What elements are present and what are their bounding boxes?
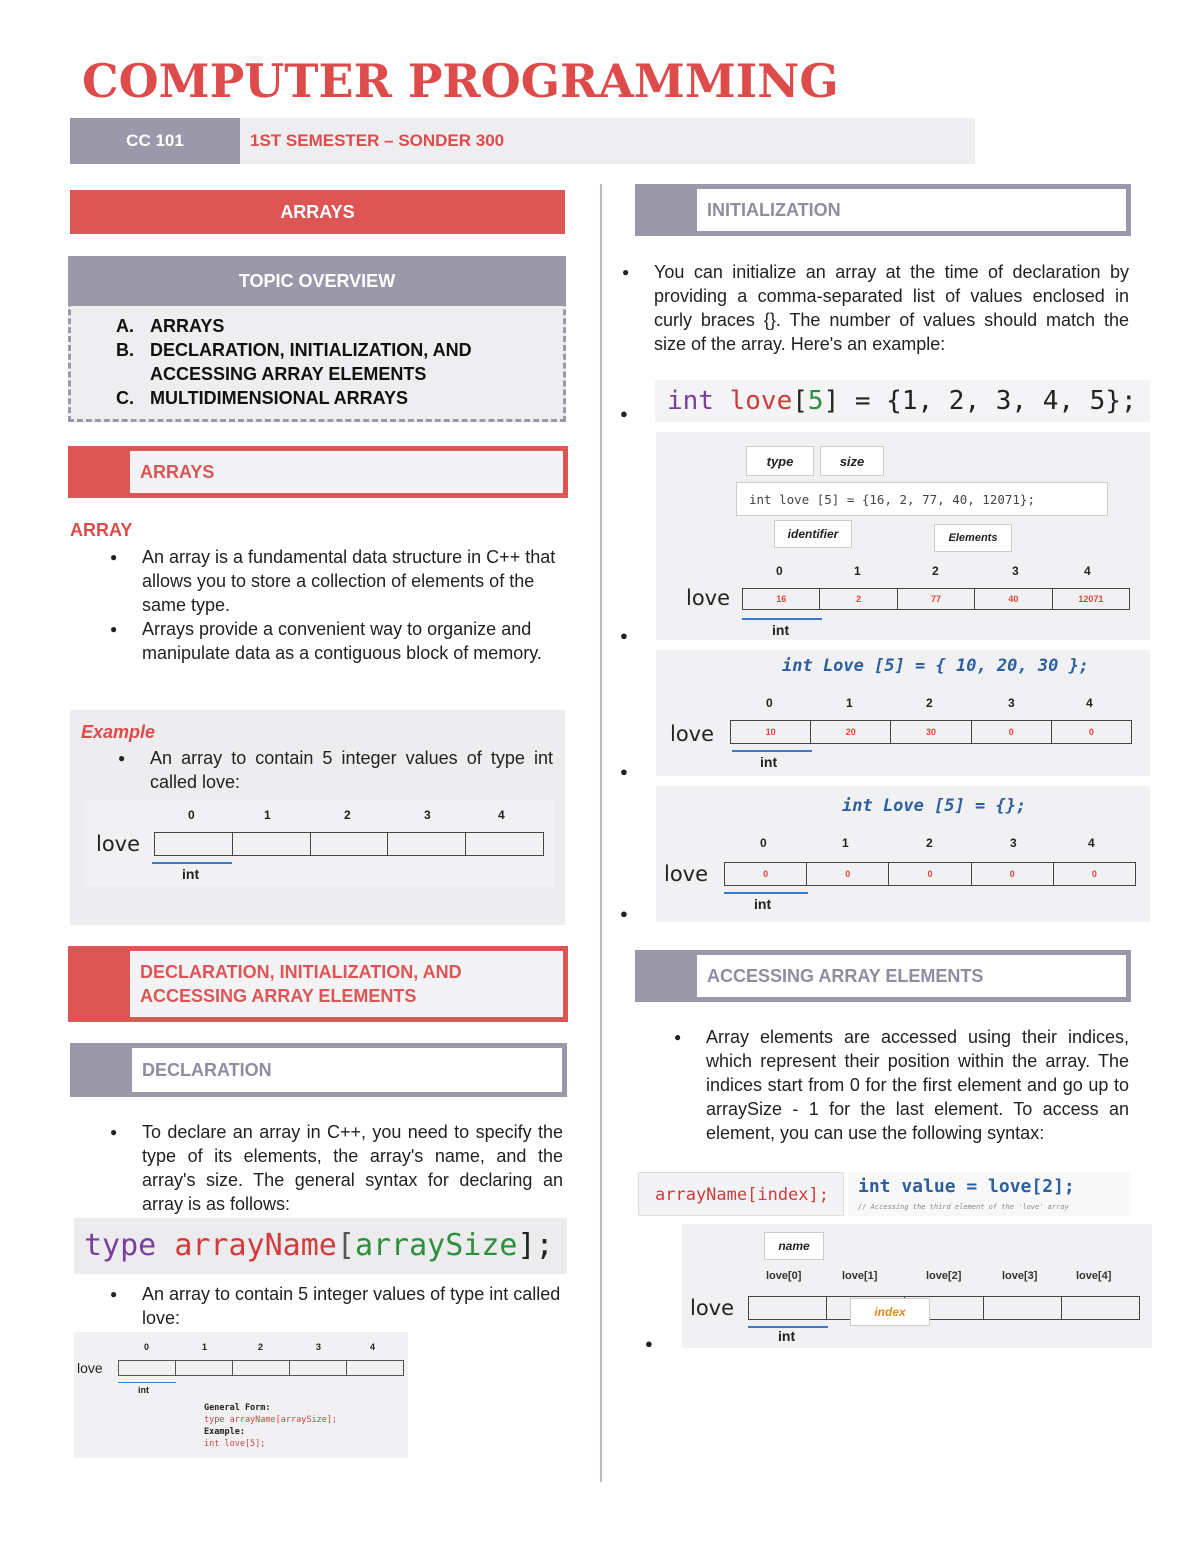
array-bullets xyxy=(108,545,563,665)
array-cells xyxy=(118,1360,404,1376)
type-callout: type xyxy=(746,446,814,476)
array-name-label: love xyxy=(686,586,731,610)
array-name-label: love xyxy=(690,1296,735,1320)
bullet-item: ● An array is a fundamental data structure in C++ that allows you to store a collection of elements of the same type. xyxy=(108,545,563,617)
array-name-label: love xyxy=(77,1360,103,1376)
index-label: 3 xyxy=(424,808,431,822)
fig1-code: int love [5] = {16, 2, 77, 40, 12071}; xyxy=(736,482,1108,516)
index-label: 4 xyxy=(498,808,505,822)
int-span-line xyxy=(732,750,812,752)
declaration-section-header: DECLARATION, INITIALIZATION, AND ACCESSING ARRAY ELEMENTS xyxy=(68,946,568,1022)
accessing-text: ● Array elements are accessed using their indices, which represent their position within the array. The indices start from 0 for the first element and go up to arraySize - 1 for the last element. To access an element, you can use the following syntax: xyxy=(672,1025,1129,1145)
type-label: int xyxy=(754,896,772,912)
type-label: int xyxy=(138,1385,149,1395)
index-label: 2 xyxy=(932,564,939,578)
overview-item: C. MULTIDIMENSIONAL ARRAYS xyxy=(116,388,409,408)
fig2-code: int Love [5] = { 10, 20, 30 }; xyxy=(782,656,1090,676)
general-form-code: General Form: type arrayName[arraySize]; Example: int love[5]; xyxy=(204,1403,338,1449)
index-label: 0 xyxy=(760,836,767,850)
type-label: int xyxy=(778,1328,796,1344)
array-cells xyxy=(154,832,544,856)
cell-label: love[1] xyxy=(842,1270,878,1282)
bullet-dot: ● xyxy=(620,906,628,921)
index-label: 0 xyxy=(776,564,783,578)
example-bullet: ● An array to contain 5 integer values of type int called love: xyxy=(116,746,553,794)
name-callout: name xyxy=(764,1232,824,1260)
column-divider xyxy=(600,184,602,1482)
identifier-callout: identifier xyxy=(774,520,852,548)
index-label: 4 xyxy=(1088,836,1095,850)
index-label: 1 xyxy=(202,1342,208,1352)
index-label: 4 xyxy=(1084,564,1091,578)
array-name-label: love xyxy=(670,722,715,746)
initialization-header: INITIALIZATION xyxy=(635,184,1131,236)
index-label: 3 xyxy=(316,1342,322,1352)
declaration-syntax: type arrayName[arraySize]; xyxy=(74,1218,567,1274)
topic-overview-list xyxy=(116,314,546,410)
index-label: 0 xyxy=(144,1342,150,1352)
course-semester: 1ST SEMESTER – SONDER 300 xyxy=(250,131,505,150)
array-label: ARRAY xyxy=(70,520,133,540)
array-name-label: love xyxy=(664,862,709,886)
bullet-dot: ● xyxy=(620,764,628,779)
initialization-code: int love[5] = {1, 2, 3, 4, 5}; xyxy=(655,380,1150,422)
access-example xyxy=(848,1172,1130,1216)
access-diagram xyxy=(682,1224,1152,1348)
index-label: 0 xyxy=(766,696,773,710)
cell-label: love[4] xyxy=(1076,1270,1112,1282)
int-span-line xyxy=(724,892,808,894)
init-diagram-partial xyxy=(656,650,1150,776)
index-label: 4 xyxy=(1086,696,1093,710)
course-code: CC 101 xyxy=(70,118,240,164)
index-label: 0 xyxy=(188,808,195,822)
index-label: 1 xyxy=(842,836,849,850)
index-label: 1 xyxy=(264,808,271,822)
cell-label: love[3] xyxy=(1002,1270,1038,1282)
type-label: int xyxy=(760,754,778,770)
index-label: 3 xyxy=(1008,696,1015,710)
access-comment: // Accessing the third element of the 'love' array xyxy=(858,1203,1069,1211)
array-cells: 0 0 0 0 0 xyxy=(724,862,1136,886)
declaration-text: ● To declare an array in C++, you need to specify the type of its elements, the array's name, and the array's size. The general syntax for declaring an array is as follows: xyxy=(108,1120,563,1216)
arrays-section-header: ARRAYS xyxy=(68,446,568,498)
initialization-text: ● You can initialize an array at the time of declaration by providing a comma-separated list of values enclosed in curly braces {}. The number of values should match the size of the array. Here's an example: xyxy=(620,260,1129,356)
accessing-header: ACCESSING ARRAY ELEMENTS xyxy=(635,950,1131,1002)
array-cells: 10 20 30 0 0 xyxy=(730,720,1132,744)
cell-label: love[0] xyxy=(766,1270,802,1282)
index-label: 2 xyxy=(344,808,351,822)
topic-overview-title: TOPIC OVERVIEW xyxy=(68,256,566,306)
index-label: 3 xyxy=(1012,564,1019,578)
example-label: Example xyxy=(81,722,156,742)
index-label: 1 xyxy=(846,696,853,710)
size-callout: size xyxy=(820,446,884,476)
index-label: 3 xyxy=(1010,836,1017,850)
fig3-code: int Love [5] = {}; xyxy=(842,796,1027,816)
array-name-label: love xyxy=(96,832,141,856)
index-label: 2 xyxy=(926,696,933,710)
page-title: COMPUTER PROGRAMMING xyxy=(82,54,839,108)
int-span-line xyxy=(118,1382,176,1383)
type-label: int xyxy=(772,622,790,638)
init-diagram-full xyxy=(656,432,1150,640)
init-diagram-empty xyxy=(656,786,1150,922)
index-label: 2 xyxy=(258,1342,264,1352)
index-label: 4 xyxy=(370,1342,376,1352)
elements-callout: Elements xyxy=(934,524,1012,552)
declaration-diagram xyxy=(74,1332,408,1458)
overview-item: A. ARRAYS xyxy=(116,316,225,336)
array-cells xyxy=(748,1296,1140,1320)
int-span-line xyxy=(152,862,232,864)
index-callout: index xyxy=(850,1298,930,1326)
bullet-item: ● Arrays provide a convenient way to organize and manipulate data as a contiguous block of memory. xyxy=(108,617,563,665)
access-syntax: arrayName[index]; xyxy=(638,1172,844,1216)
declaration-header: DECLARATION xyxy=(70,1043,567,1097)
index-label: 1 xyxy=(854,564,861,578)
cell-label: love[2] xyxy=(926,1270,962,1282)
type-label: int xyxy=(182,866,200,882)
bullet-dot: ● xyxy=(620,406,628,421)
access-code: int value = love[2]; xyxy=(858,1176,1075,1197)
array-cells: 16 2 77 40 12071 xyxy=(742,588,1130,610)
overview-item: B. DECLARATION, INITIALIZATION, AND ACCESSING ARRAY ELEMENTS xyxy=(116,340,472,384)
bullet-dot: ● xyxy=(645,1336,653,1351)
example-array-diagram xyxy=(84,800,554,886)
arrays-bar: ARRAYS xyxy=(70,190,565,234)
index-label: 2 xyxy=(926,836,933,850)
bullet-dot: ● xyxy=(620,628,628,643)
int-span-line xyxy=(742,618,822,620)
declaration-text-2: ● An array to contain 5 integer values of type int called love: xyxy=(108,1282,568,1330)
